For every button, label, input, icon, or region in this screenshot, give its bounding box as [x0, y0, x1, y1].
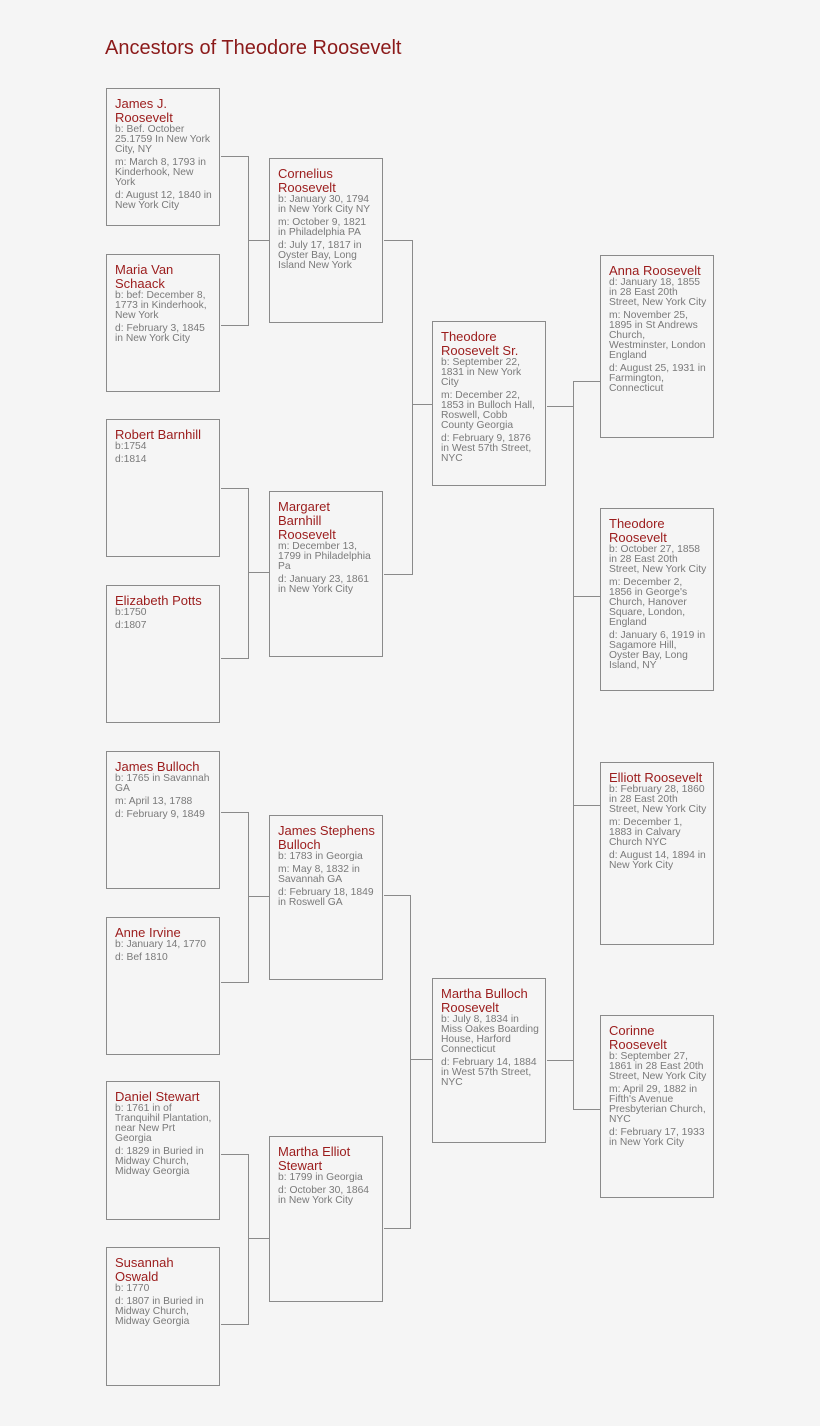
person-fact: d: 1807 in Buried in Midway Church, Midway Georgia	[115, 1296, 204, 1327]
person-fact: b:1754	[115, 441, 147, 452]
person-fact: m: April 13, 1788	[115, 796, 193, 807]
connector-line	[547, 1060, 573, 1061]
person-name: Elliott Roosevelt	[609, 770, 703, 785]
connector-line	[384, 1228, 410, 1229]
person-box[interactable]	[600, 508, 714, 691]
person-box[interactable]	[269, 491, 383, 657]
person-fact: b: 1770	[115, 1283, 150, 1294]
person-fact: d: February 3, 1845 in New York City	[115, 323, 205, 344]
person-fact: d: January 23, 1861 in New York City	[278, 574, 370, 595]
connector-line	[221, 156, 248, 157]
person-fact: d: January 18, 1855 in 28 East 20th Street, New York City	[609, 277, 707, 308]
person-box[interactable]	[106, 1081, 220, 1220]
person-box[interactable]	[269, 815, 383, 980]
person-fact: b: 1799 in Georgia	[278, 1172, 363, 1183]
connector-line	[410, 895, 411, 1229]
person-fact: m: November 25, 1895 in St Andrews Church, Westminster, London England	[609, 310, 706, 361]
connector-line	[573, 1109, 600, 1110]
person-fact: d: February 14, 1884 in West 57th Street, NYC	[441, 1057, 537, 1088]
person-fact: m: May 8, 1832 in Savannah GA	[278, 864, 360, 885]
person-name: Elizabeth Potts	[115, 593, 202, 608]
person-name: Corinne Roosevelt	[609, 1023, 667, 1052]
connector-line	[221, 1324, 248, 1325]
person-name: Daniel Stewart	[115, 1089, 200, 1104]
connector-line	[221, 1154, 248, 1155]
person-box[interactable]	[269, 1136, 383, 1302]
person-name: Anna Roosevelt	[609, 263, 701, 278]
person-fact: d: August 14, 1894 in New York City	[609, 850, 706, 871]
page-title: Ancestors of Theodore Roosevelt	[105, 37, 402, 59]
person-fact: b: 1783 in Georgia	[278, 851, 363, 862]
person-fact: d: August 25, 1931 in Farmington, Connecticut	[609, 363, 706, 394]
connector-line	[248, 240, 269, 241]
connector-line	[384, 240, 412, 241]
person-fact: m: October 9, 1821 in Philadelphia PA	[278, 217, 367, 238]
person-name: Cornelius Roosevelt	[278, 166, 336, 195]
person-fact: b: July 8, 1834 in Miss Oakes Boarding House, Harford Connecticut	[441, 1014, 539, 1055]
person-fact: b: September 22, 1831 in New York City	[441, 357, 522, 388]
person-box[interactable]	[106, 751, 220, 889]
person-fact: b: January 14, 1770	[115, 939, 207, 950]
person-box[interactable]	[600, 255, 714, 438]
person-fact: d: February 18, 1849 in Roswell GA	[278, 887, 374, 908]
connector-line	[221, 325, 248, 326]
person-fact: d: Bef 1810	[115, 952, 168, 963]
person-name: Martha Elliot Stewart	[278, 1144, 351, 1173]
person-fact: d: February 9, 1849	[115, 809, 205, 820]
person-fact: d: July 17, 1817 in Oyster Bay, Long Island New York	[278, 240, 362, 271]
person-box[interactable]	[106, 419, 220, 557]
person-name: Theodore Roosevelt	[609, 516, 667, 545]
person-fact: b: Bef. October 25.1759 In New York City, NY	[115, 124, 211, 155]
connector-line	[412, 240, 413, 575]
person-fact: b: September 27, 1861 in 28 East 20th Street, New York City	[609, 1051, 707, 1082]
person-fact: b: February 28, 1860 in 28 East 20th Street, New York City	[609, 784, 707, 815]
person-name: Susannah Oswald	[115, 1255, 174, 1284]
person-fact: d: August 12, 1840 in New York City	[115, 190, 212, 211]
person-box[interactable]	[432, 978, 546, 1143]
connector-line	[248, 1154, 249, 1325]
person-fact: d:1814	[115, 454, 147, 465]
person-box[interactable]	[106, 585, 220, 723]
connector-line	[547, 406, 573, 407]
person-box[interactable]	[600, 1015, 714, 1198]
person-fact: d: February 9, 1876 in West 57th Street, NYC	[441, 433, 532, 464]
connector-line	[248, 156, 249, 326]
person-name: Robert Barnhill	[115, 427, 201, 442]
person-fact: d: October 30, 1864 in New York City	[278, 1185, 370, 1206]
person-name: Anne Irvine	[115, 925, 181, 940]
person-fact: m: March 8, 1793 in Kinderhook, New York	[115, 157, 206, 188]
person-fact: m: April 29, 1882 in Fifth's Avenue Presbyterian Church, NYC	[609, 1084, 706, 1125]
person-box[interactable]	[600, 762, 714, 945]
connector-line	[384, 574, 412, 575]
connector-line	[573, 805, 600, 806]
person-fact: m: December 13, 1799 in Philadelphia Pa	[278, 541, 371, 572]
connector-line	[573, 596, 600, 597]
person-fact: m: December 1, 1883 in Calvary Church NYC	[609, 817, 683, 848]
person-fact: m: December 2, 1856 in George's Church, Hanover Square, London, England	[609, 577, 688, 628]
person-name: James Bulloch	[115, 759, 200, 774]
connector-line	[221, 812, 248, 813]
connector-line	[384, 895, 410, 896]
person-box[interactable]	[106, 1247, 220, 1386]
connector-line	[248, 1238, 269, 1239]
person-fact: b: 1761 in of Tranquihil Plantation, near New Prt Georgia	[115, 1103, 212, 1144]
person-fact: b:1750	[115, 607, 147, 618]
person-fact: d: 1829 in Buried in Midway Church, Midway Georgia	[115, 1146, 204, 1177]
connector-line	[410, 1059, 432, 1060]
person-box[interactable]	[106, 917, 220, 1055]
connector-line	[248, 896, 269, 897]
person-box[interactable]	[106, 88, 220, 226]
person-name: Martha Bulloch Roosevelt	[441, 986, 528, 1015]
connector-line	[573, 381, 574, 1110]
connector-line	[221, 658, 248, 659]
person-fact: b: October 27, 1858 in 28 East 20th Street, New York City	[609, 544, 707, 575]
person-fact: d: February 17, 1933 in New York City	[609, 1127, 705, 1148]
person-name: Theodore Roosevelt Sr.	[441, 329, 519, 358]
connector-line	[221, 982, 248, 983]
person-box[interactable]	[432, 321, 546, 486]
person-fact: b: 1765 in Savannah GA	[115, 773, 210, 794]
person-fact: d: January 6, 1919 in Sagamore Hill, Oyster Bay, Long Island, NY	[609, 630, 706, 671]
connector-line	[248, 488, 249, 659]
connector-line	[412, 404, 432, 405]
person-fact: b: January 30, 1794 in New York City NY	[278, 194, 371, 215]
person-box[interactable]	[269, 158, 383, 323]
connector-line	[248, 812, 249, 983]
person-fact: d:1807	[115, 620, 147, 631]
connector-line	[221, 488, 248, 489]
connector-line	[248, 572, 269, 573]
person-fact: b: bef: December 8, 1773 in Kinderhook, New York	[115, 290, 207, 321]
person-name: James J. Roosevelt	[115, 96, 173, 125]
connector-line	[573, 381, 600, 382]
person-name: James Stephens Bulloch	[278, 823, 375, 852]
person-box[interactable]	[106, 254, 220, 392]
person-fact: m: December 22, 1853 in Bulloch Hall, Roswell, Cobb County Georgia	[441, 390, 535, 431]
person-name: Margaret Barnhill Roosevelt	[278, 499, 336, 542]
person-name: Maria Van Schaack	[115, 262, 174, 291]
